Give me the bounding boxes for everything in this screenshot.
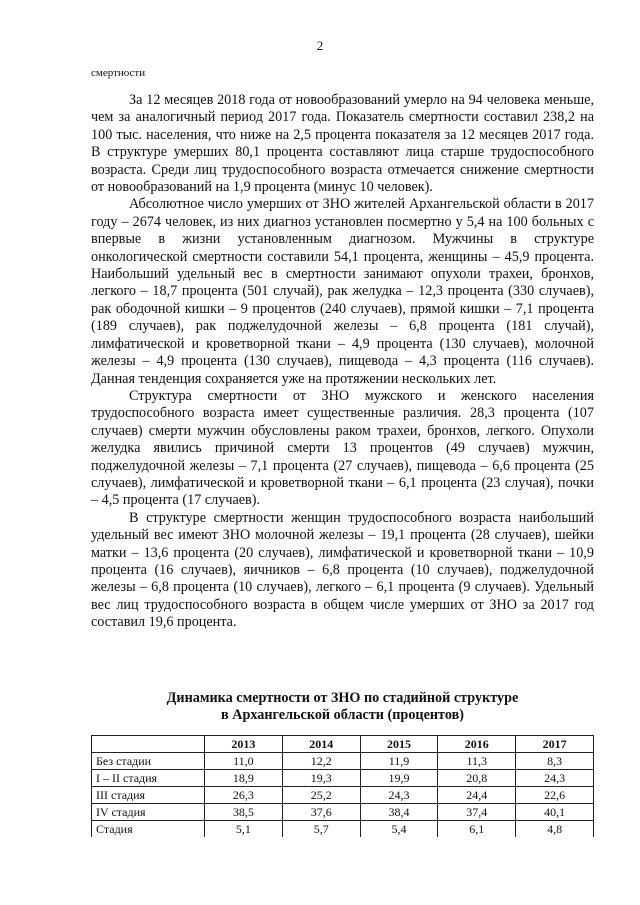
table-cell: 22,6 <box>516 787 594 804</box>
table-cell: 4,8 <box>516 821 594 838</box>
header-year-cell: 2016 <box>438 736 516 753</box>
header-year-cell: 2017 <box>516 736 594 753</box>
table-row <box>92 821 594 838</box>
header-year-cell: 2014 <box>282 736 360 753</box>
table-cell: 40,1 <box>516 804 594 821</box>
table-row <box>92 804 594 821</box>
paragraph: Абсолютное число умерших от ЗНО жителей Архангельской области в 2017 году – 2674 человек, из них диагноз установлен посмертно у 5,4 на 100 больных с впервые в жизни установленным диагнозом. Мужчины в структуре онкологической смертности составили 54,1 процента, женщины – 45,9 процента. Наибольший удельный вес в смертности занимают опухоли трахеи, бронхов, легкого – 18,7 процента (501 случай), рак желудка – 12,3 процента (330 случаев), рак ободочной кишки – 9 процентов (240 случаев), прямой кишки – 7,1 процента (189 случаев), рак поджелудочной железы – 6,8 процента (181 случай), лимфатической и кроветворной ткани – 4,9 процента (130 случаев), молочной железы – 4,9 процента (130 случаев), пищевода – 4,3 процента (116 случаев). Данная тенденция сохраняется уже на протяжении нескольких лет. <box>91 196 594 387</box>
table-cell: 19,9 <box>360 770 438 787</box>
table-cell: 18,9 <box>205 770 283 787</box>
table-cell: 26,3 <box>205 787 283 804</box>
table-cell: 24,3 <box>516 770 594 787</box>
continued-word: смертности <box>91 67 146 79</box>
row-label: III стадия <box>92 787 205 804</box>
paragraph: За 12 месяцев 2018 года от новообразований умерло на 94 человека меньше, чем за аналогичный период 2017 года. Показатель смертности составил 238,2 на 100 тыс. населения, что ниже на 2,5 процента показателя за 12 месяцев 2017 года. В структуре умерших 80,1 процента составляют лица старше трудоспособного возраста. Среди лиц трудоспособного возраста отмечается снижение смертности от новообразований на 1,9 процента (минус 10 человек). <box>91 92 594 196</box>
table-title-line: Динамика смертности от ЗНО по стадийной структуре <box>166 690 519 706</box>
paragraph: Структура смертности от ЗНО мужского и женского населения трудоспособного возраста имеет существенные различия. 28,3 процента (107 случаев) смерти мужчин обусловлены раком трахеи, бронхов, легкого. Опухоли желудка явились причиной смерти 13 процентов (49 случаев) мужчин, поджелудочной железы – 7,1 процента (27 случаев), пищевода – 6,6 процента (25 случаев), лимфатической и кроветворной ткани – 6,1 процента (23 случая), почки – 4,5 процента (17 случаев). <box>91 387 594 509</box>
table-cell: 5,4 <box>360 821 438 838</box>
row-label: Стадия <box>92 821 205 838</box>
table-cell: 5,7 <box>282 821 360 838</box>
table-row <box>92 787 594 804</box>
header-year-cell: 2013 <box>205 736 283 753</box>
table-title-line: в Архангельской области (процентов) <box>221 707 464 723</box>
table-cell: 38,5 <box>205 804 283 821</box>
table-cell: 25,2 <box>282 787 360 804</box>
table-row <box>92 753 594 770</box>
table-cell: 5,1 <box>205 821 283 838</box>
row-label: I – II стадия <box>92 770 205 787</box>
table-cell: 19,3 <box>282 770 360 787</box>
table-cell: 37,4 <box>438 804 516 821</box>
table-cell: 11,9 <box>360 753 438 770</box>
table-title <box>91 690 594 724</box>
body-text <box>91 92 594 632</box>
table-cell: 12,2 <box>282 753 360 770</box>
header-year-cell: 2015 <box>360 736 438 753</box>
table-row <box>92 770 594 787</box>
table-cell: 24,3 <box>360 787 438 804</box>
row-label: Без стадии <box>92 753 205 770</box>
table-cell: 11,0 <box>205 753 283 770</box>
table-cell: 8,3 <box>516 753 594 770</box>
table-cell: 24,4 <box>438 787 516 804</box>
table-cell: 38,4 <box>360 804 438 821</box>
row-label: IV стадия <box>92 804 205 821</box>
table-header-row <box>92 736 594 753</box>
header-corner-cell <box>92 736 205 753</box>
paragraph: В структуре смертности женщин трудоспособного возраста наибольший удельный вес имеют ЗНО молочной железы – 19,1 процента (28 случаев), шейки матки – 13,6 процента (20 случаев), лимфатической и кроветворной ткани – 10,9 процента (16 случаев), яичников – 6,8 процента (10 случаев), поджелудочной железы – 6,8 процента (10 случаев), легкого – 6,1 процента (9 случаев). Удельный вес лиц трудоспособного возраста в общем числе умерших от ЗНО за 2017 год составил 19,6 процента. <box>91 509 594 631</box>
table-cell: 6,1 <box>438 821 516 838</box>
mortality-stage-table <box>91 735 594 837</box>
table-cell: 11,3 <box>438 753 516 770</box>
table-cell: 20,8 <box>438 770 516 787</box>
table-cell: 37,6 <box>282 804 360 821</box>
page-number: 2 <box>316 38 324 53</box>
